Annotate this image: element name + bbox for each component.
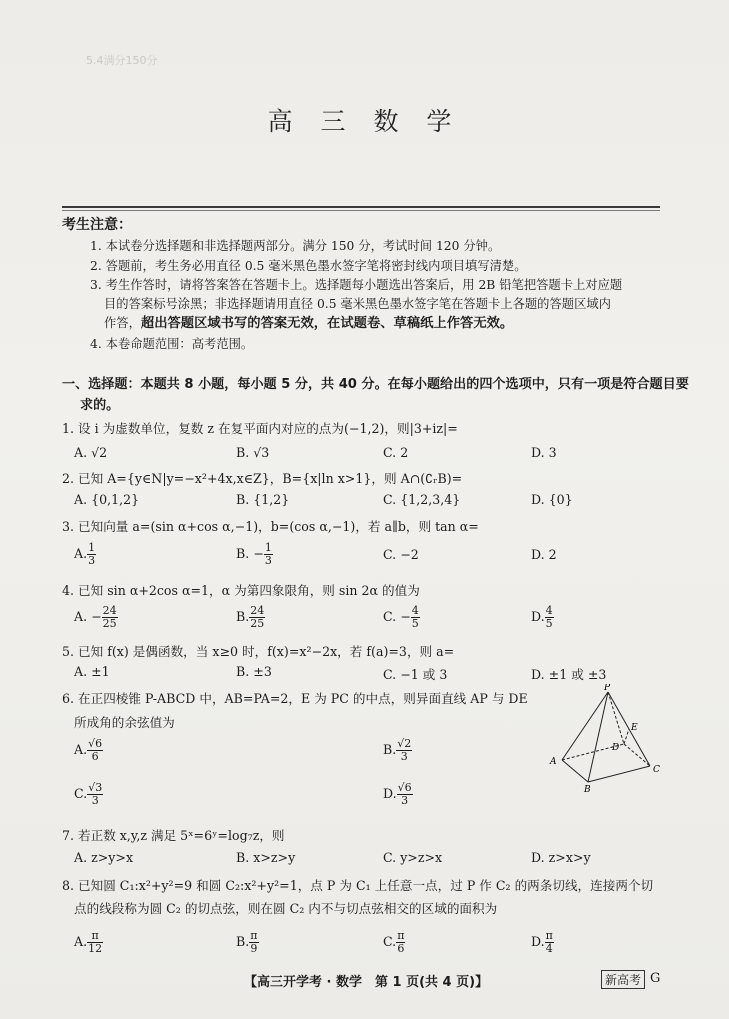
q1-option-b: B. √3 [236,445,270,460]
section-heading-cont: 求的。 [80,398,120,413]
q4-option-a: A. − $\frac{24}{25}$ [74,604,117,630]
q2-option-b: B. {1,2} [236,492,290,507]
q3-option-a: A. $\frac{1}{3}$ [74,541,96,567]
page-title: 高 三 数 学 [267,107,462,136]
notice-line-3: 3. 考生作答时，请将答案答在答题卡上。选择题每小题选出答案后，用 2B 铅笔把答题卡上对应题 [90,278,623,292]
q3-option-c: C. −2 [383,547,419,562]
label-a: A [550,757,557,767]
q7-option-c: C. y>z>x [383,850,443,865]
question-6-stem-cont: 所成角的余弦值为 [74,715,175,730]
q6-option-a: A. $\frac{√6}{6}$ [74,737,103,763]
q5-option-a: A. ±1 [74,664,110,679]
label-e: E [631,723,638,733]
notice-line-1: 1. 本试卷分选择题和非选择题两部分。满分 150 分，考试时间 120 分钟。 [90,239,501,253]
question-6-stem: 6. 在正四棱锥 P-ABCD 中，AB=PA=2，E 为 PC 的中点，则异面直线 AP 与 DE [62,691,528,706]
section-heading: 一、选择题：本题共 8 小题，每小题 5 分，共 40 分。在每小题给出的四个选项中，只有一项是符合题目要 [62,377,689,392]
q7-option-d: D. z>x>y [531,850,591,865]
question-7-stem: 7. 若正数 x,y,z 满足 5ˣ=6ʸ=log₇z，则 [62,828,285,843]
q6-option-d: D. $\frac{√6}{3}$ [383,781,412,807]
q6-option-b: B. $\frac{√2}{3}$ [383,737,412,763]
notice-heading: 考生注意： [62,217,132,233]
label-c: C [653,765,660,775]
q7-option-b: B. x>z>y [236,850,296,865]
notice-line-2: 2. 答题前，考生务必用直径 0.5 毫米黑色墨水签字笔将密封线内项目填写清楚。 [90,259,527,273]
q3-option-d: D. 2 [531,547,557,562]
version-code: G [650,971,661,986]
bleed-through-text: 5.4满分150分 [86,54,158,67]
q5-option-b: B. ±3 [236,664,272,679]
edge-pb [588,692,608,782]
q6-option-c: C. $\frac{√3}{3}$ [74,781,103,807]
notice-line-4: 4. 本卷命题范围：高考范围。 [90,337,254,351]
q8-option-a: A. $\frac{\pi}{12}$ [74,929,103,955]
page-footer: 【高三开学考 · 数学 第 1 页(共 4 页)】 [244,975,489,990]
q2-option-d: D. {0} [531,492,573,507]
question-1-stem: 1. 设 i 为虚数单位，复数 z 在复平面内对应的点为(−1,2)，则|3+iz|= [62,421,458,436]
segment-de [624,729,629,744]
question-3-stem: 3. 已知向量 a=(sin α+cos α,−1)，b=(cos α,−1)，若 a∥b，则 tan α= [62,519,479,534]
label-d: D [612,743,620,753]
q5-option-c: C. −1 或 3 [383,667,448,682]
question-2-stem: 2. 已知 A={y∈N|y=−x²+4x,x∈Z}，B={x|ln x>1}，则 A∩(∁ᵣB)= [62,471,463,486]
q4-option-d: D. $\frac{4}{5}$ [531,604,553,630]
notice-emphasis: 超出答题区域书写的答案无效，在试题卷、草稿纸上作答无效。 [140,316,514,331]
q5-option-d: D. ±1 或 ±3 [531,667,607,682]
question-8-stem: 8. 已知圆 C₁:x²+y²=9 和圆 C₂:x²+y²=1，点 P 为 C₁ 上任意一点，过 P 作 C₂ 的两条切线，连接两个切 [62,878,654,893]
notice-line-3b: 目的答案标号涂黑；非选择题请用直径 0.5 毫米黑色墨水签字笔在答题卡上各题的答题区域内 [104,297,611,311]
question-8-stem-cont: 点的线段称为圆 C₂ 的切点弦，则在圆 C₂ 内不与切点弦相交的区域的面积为 [74,901,498,916]
edge-ab [562,760,588,782]
q8-option-c: C. $\frac{\pi}{6}$ [383,929,405,955]
q1-option-a: A. √2 [74,445,108,460]
pyramid-figure [546,684,666,794]
header-rule-thin [62,210,660,211]
q2-option-a: A. {0,1,2} [74,492,140,507]
edge-bc [588,766,650,782]
edge-pd [608,692,624,744]
label-p: P [604,684,611,693]
q1-option-c: C. 2 [383,445,409,460]
q8-option-d: D. $\frac{\pi}{4}$ [531,929,553,955]
q4-option-b: B. $\frac{24}{25}$ [236,604,265,630]
q3-option-b: B. − $\frac{1}{3}$ [236,541,272,567]
q2-option-c: C. {1,2,3,4} [383,492,461,507]
q7-option-a: A. z>y>x [74,850,134,865]
edge-dc [624,744,650,766]
q8-option-b: B. $\frac{\pi}{9}$ [236,929,258,955]
question-5-stem: 5. 已知 f(x) 是偶函数，当 x≥0 时，f(x)=x²−2x，若 f(a)=3，则 a= [62,644,455,659]
question-4-stem: 4. 已知 sin α+2cos α=1，α 为第四象限角，则 sin 2α 的值为 [62,583,420,598]
exam-type-badge: 新高考 [601,970,645,989]
q1-option-d: D. 3 [531,445,557,460]
label-b: B [584,785,591,794]
header-rule [62,206,660,208]
q4-option-c: C. − $\frac{4}{5}$ [383,604,419,630]
notice-line-3c: 作答，超出答题区域书写的答案无效，在试题卷、草稿纸上作答无效。 [104,316,514,331]
